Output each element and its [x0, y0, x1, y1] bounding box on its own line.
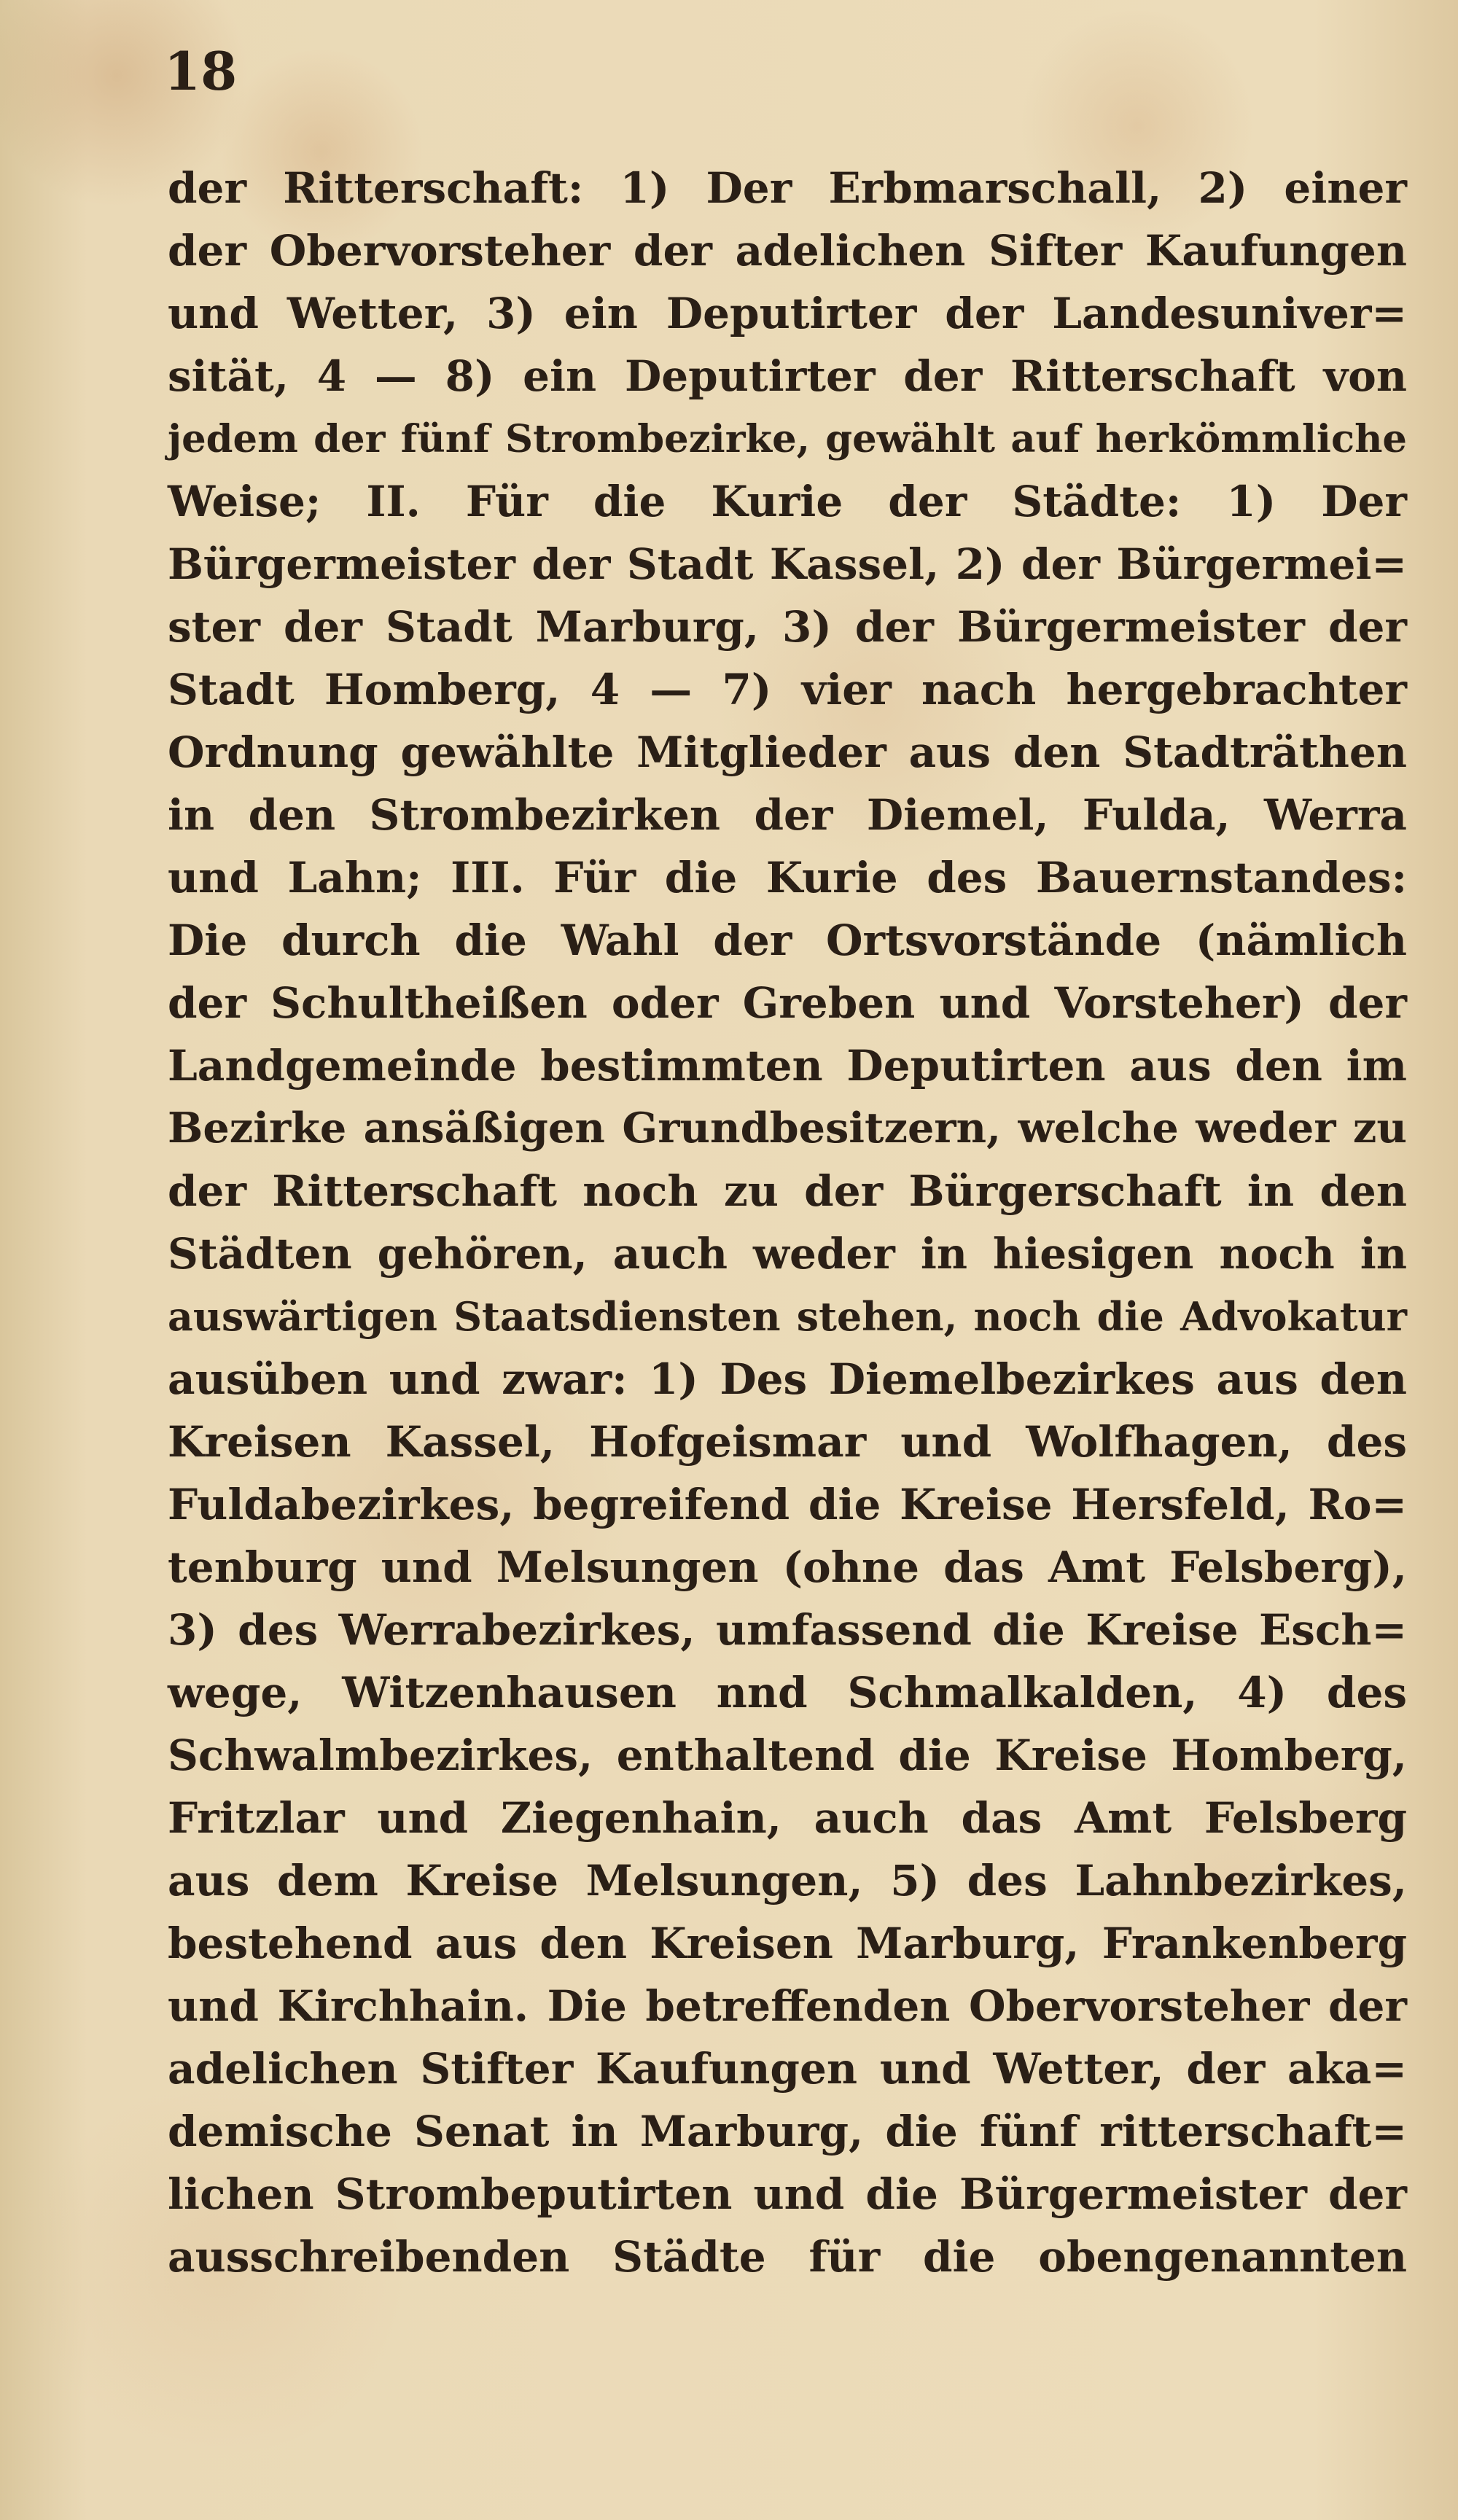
- text-line: der Obervorsteher der adelichen Sifter Kaufungen: [168, 226, 1407, 276]
- text-line: ausüben und zwar: 1) Des Diemelbezirkes aus den: [168, 1354, 1407, 1404]
- text-line: sität, 4 — 8) ein Deputirter der Ritterschaft von: [168, 351, 1407, 401]
- text-line: und Lahn; III. Für die Kurie des Bauernstandes:: [168, 853, 1407, 902]
- text-line: lichen Strombeputirten und die Bürgermeister der: [168, 2169, 1407, 2219]
- text-line: demische Senat in Marburg, die fünf ritterschaft=: [168, 2107, 1407, 2156]
- text-line: Bürgermeister der Stadt Kassel, 2) der Bürgermei=: [168, 539, 1407, 589]
- body-text: [168, 157, 1407, 2288]
- page-number: 18: [164, 40, 238, 102]
- text-line: tenburg und Melsungen (ohne das Amt Felsberg),: [168, 1542, 1407, 1592]
- text-line: auswärtigen Staatsdiensten stehen, noch die Advokatur: [168, 1293, 1407, 1340]
- text-line: bestehend aus den Kreisen Marburg, Frankenberg: [168, 1919, 1407, 1968]
- text-line: wege, Witzenhausen nnd Schmalkalden, 4) des: [168, 1668, 1407, 1717]
- text-line: Landgemeinde bestimmten Deputirten aus den im: [168, 1041, 1407, 1091]
- text-line: in den Strombezirken der Diemel, Fulda, Werra: [168, 790, 1407, 840]
- text-line: Fritzlar und Ziegenhain, auch das Amt Felsberg: [168, 1793, 1407, 1843]
- text-line: Städten gehören, auch weder in hiesigen noch in: [168, 1229, 1407, 1279]
- text-line: Kreisen Kassel, Hofgeismar und Wolfhagen, des: [168, 1417, 1407, 1467]
- text-line: der Schultheißen oder Greben und Vorsteher) der: [168, 978, 1407, 1028]
- text-line: der Ritterschaft: 1) Der Erbmarschall, 2) einer: [168, 163, 1407, 213]
- text-line: und Kirchhain. Die betreffenden Obervorsteher der: [168, 1981, 1407, 2031]
- text-line: ster der Stadt Marburg, 3) der Bürgermeister der: [168, 602, 1407, 652]
- text-line: Die durch die Wahl der Ortsvorstände (nämlich: [168, 916, 1407, 965]
- text-line: adelichen Stifter Kaufungen und Wetter, der aka=: [168, 2044, 1407, 2094]
- text-line: Ordnung gewählte Mitglieder aus den Stadträthen: [168, 727, 1407, 777]
- text-line: jedem der fünf Strombezirke, gewählt auf herkömmliche: [168, 416, 1407, 461]
- text-line: ausschreibenden Städte für die obengenannten: [168, 2232, 1407, 2282]
- text-line: 3) des Werrabezirkes, umfassend die Kreise Esch=: [168, 1605, 1407, 1655]
- text-line: aus dem Kreise Melsungen, 5) des Lahnbezirkes,: [168, 1856, 1407, 1905]
- text-line: Fuldabezirkes, begreifend die Kreise Hersfeld, Ro=: [168, 1480, 1407, 1529]
- text-line: Stadt Homberg, 4 — 7) vier nach hergebrachter: [168, 665, 1407, 714]
- text-line: Bezirke ansäßigen Grundbesitzern, welche weder zu: [168, 1104, 1407, 1152]
- text-line: und Wetter, 3) ein Deputirter der Landesuniver=: [168, 289, 1407, 338]
- text-line: Weise; II. Für die Kurie der Städte: 1) Der: [168, 477, 1407, 526]
- text-line: Schwalmbezirkes, enthaltend die Kreise Homberg,: [168, 1731, 1407, 1780]
- text-line: der Ritterschaft noch zu der Bürgerschaft in den: [168, 1166, 1407, 1216]
